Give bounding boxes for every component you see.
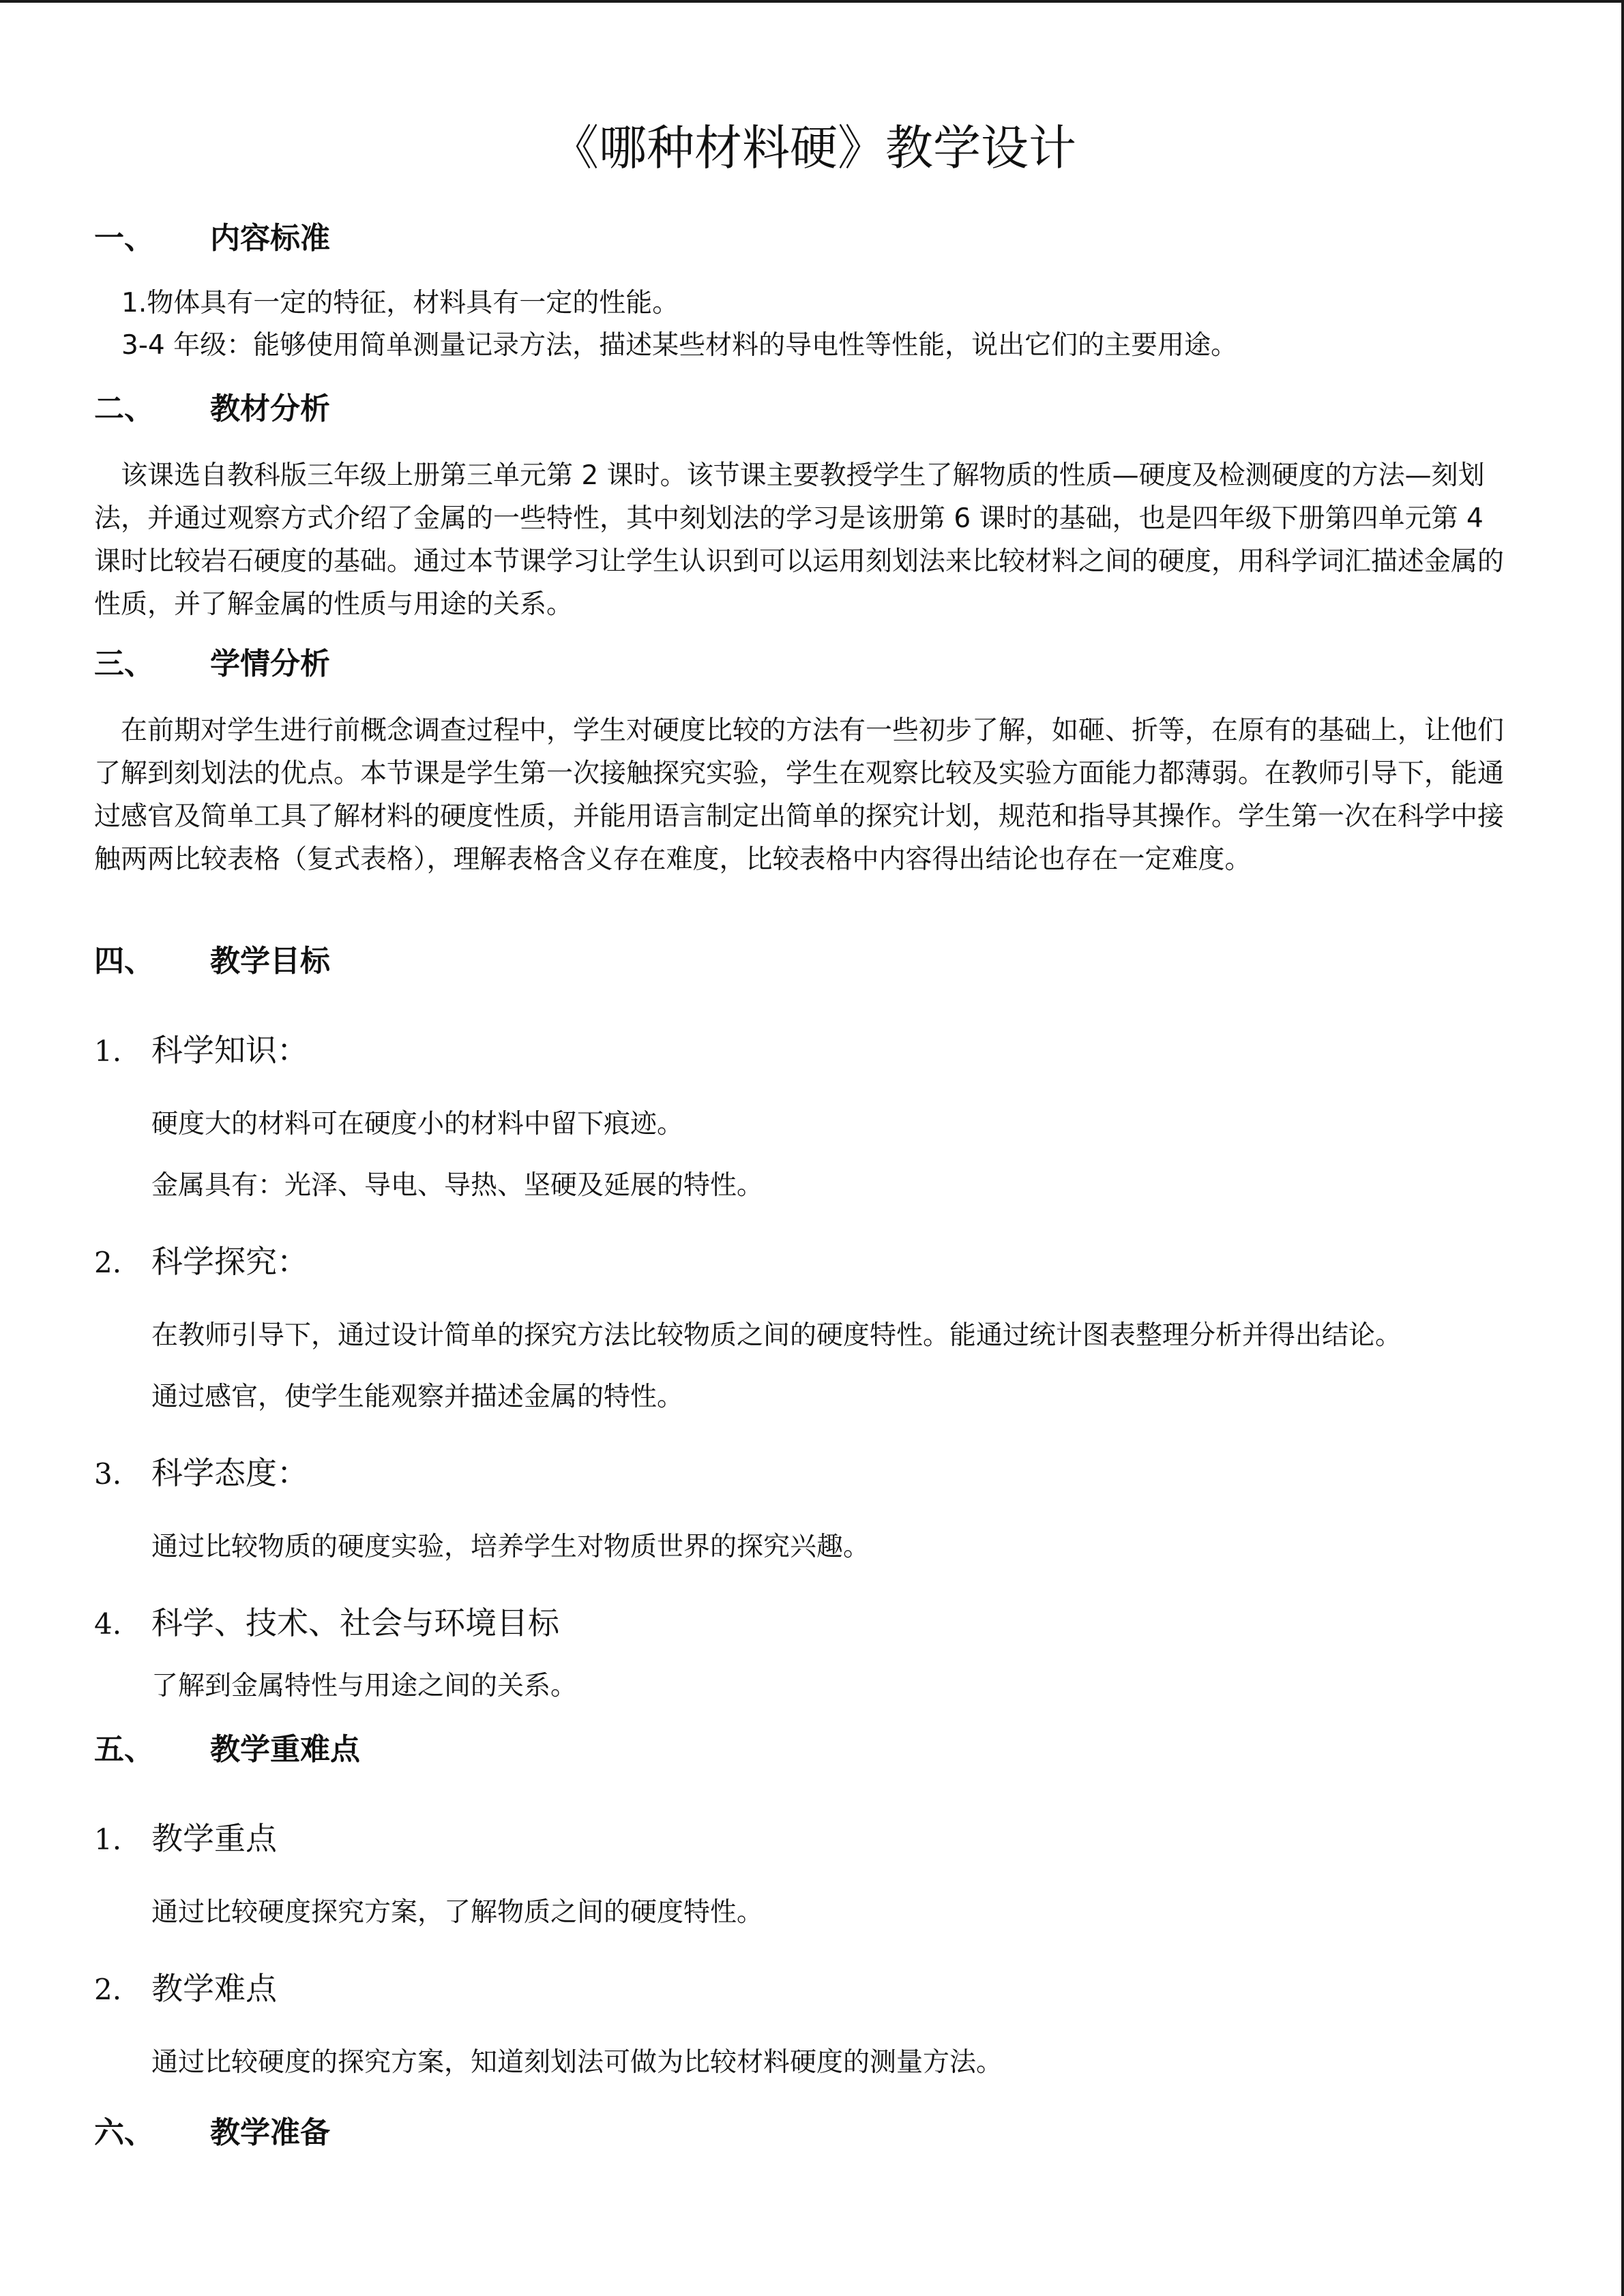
goal-number: 3. <box>94 1457 122 1491</box>
goal-title: 科学态度： <box>151 1455 308 1491</box>
key-point-heading <box>94 1818 277 1860</box>
section-heading-teaching-preparation <box>94 2113 330 2153</box>
point-number: 2. <box>94 1973 122 2006</box>
content-standard-item: 3-4 年级：能够使用简单测量记录方法，描述某些材料的导电性等性能，说出它们的主要用途。 <box>121 330 1238 361</box>
goal-heading-science-inquiry <box>94 1241 308 1283</box>
goal-line: 金属具有：光泽、导电、导热、坚硬及延展的特性。 <box>151 1170 764 1201</box>
goal-number: 2. <box>94 1246 122 1279</box>
section-heading-student-analysis <box>94 644 330 685</box>
goal-number: 4. <box>94 1607 122 1641</box>
goal-number: 1. <box>94 1034 122 1068</box>
textbook-analysis-paragraph: 该课选自教科版三年级上册第三单元第 2 课时。该节课主要教授学生了解物质的性质—硬度及检测硬度的方法—刻划法，并通过观察方式介绍了金属的一些特性，其中刻划法的学习是该册第 6 课时的基础，也是四年级下册第四单元第 4 课时比较岩石硬度的基础。通过本节课学习让学生认识到可以运用刻划法来比较材料之间的硬度，用科学词汇描述金属的性质，并了解金属的性质与用途的关系。 <box>94 460 1505 620</box>
section-number: 五、 <box>94 1732 154 1767</box>
section-heading-key-points <box>94 1729 360 1770</box>
section-number: 二、 <box>94 391 154 426</box>
section-heading-textbook-analysis <box>94 389 330 430</box>
goal-line: 硬度大的材料可在硬度小的材料中留下痕迹。 <box>151 1109 684 1139</box>
section-number: 一、 <box>94 221 154 256</box>
goal-heading-stse <box>94 1602 559 1645</box>
section-heading-teaching-goals <box>94 941 330 982</box>
section-title: 教学准备 <box>210 2115 330 2150</box>
section-title: 内容标准 <box>210 221 330 256</box>
section-title: 学情分析 <box>210 646 330 681</box>
difficult-point-heading <box>94 1968 277 2010</box>
goal-title: 科学探究： <box>151 1243 308 1280</box>
section-number: 三、 <box>94 646 154 681</box>
section-number: 四、 <box>94 944 154 979</box>
goal-line: 在教师引导下，通过设计简单的探究方法比较物质之间的硬度特性。能通过统计图表整理分析并得出结论。 <box>151 1320 1402 1351</box>
goal-line: 了解到金属特性与用途之间的关系。 <box>151 1671 578 1701</box>
content-standard-item: 1.物体具有一定的特征，材料具有一定的性能。 <box>121 288 679 318</box>
point-number: 1. <box>94 1823 122 1856</box>
section-title: 教材分析 <box>210 391 330 426</box>
page-top-border <box>0 0 1624 3</box>
goal-line: 通过比较物质的硬度实验，培养学生对物质世界的探究兴趣。 <box>151 1532 870 1562</box>
goal-line: 通过感官，使学生能观察并描述金属的特性。 <box>151 1382 684 1412</box>
goal-heading-science-attitude <box>94 1452 308 1495</box>
point-title: 教学难点 <box>151 1970 277 2007</box>
key-point-line: 通过比较硬度探究方案，了解物质之间的硬度特性。 <box>151 1897 764 1928</box>
goal-title: 科学知识： <box>151 1032 308 1069</box>
section-heading-content-standard <box>94 218 330 259</box>
section-title: 教学重难点 <box>210 1732 360 1767</box>
document-title: 《哪种材料硬》教学设计 <box>551 120 1076 176</box>
section-number: 六、 <box>94 2115 154 2150</box>
point-title: 教学重点 <box>151 1820 277 1857</box>
goal-heading-science-knowledge <box>94 1030 308 1072</box>
difficult-point-line: 通过比较硬度的探究方案，知道刻划法可做为比较材料硬度的测量方法。 <box>151 2047 1003 2078</box>
page-right-border <box>1621 0 1624 2296</box>
student-analysis-paragraph: 在前期对学生进行前概念调查过程中，学生对硬度比较的方法有一些初步了解，如砸、折等，在原有的基础上，让他们了解到刻划法的优点。本节课是学生第一次接触探究实验，学生在观察比较及实验方面能力都薄弱。在教师引导下，能通过感官及简单工具了解材料的硬度性质，并能用语言制定出简单的探究计划，规范和指导其操作。学生第一次在科学中接触两两比较表格（复式表格），理解表格含义存在难度，比较表格中内容得出结论也存在一定难度。 <box>94 715 1505 875</box>
section-title: 教学目标 <box>210 944 330 979</box>
goal-title: 科学、技术、社会与环境目标 <box>151 1605 559 1641</box>
